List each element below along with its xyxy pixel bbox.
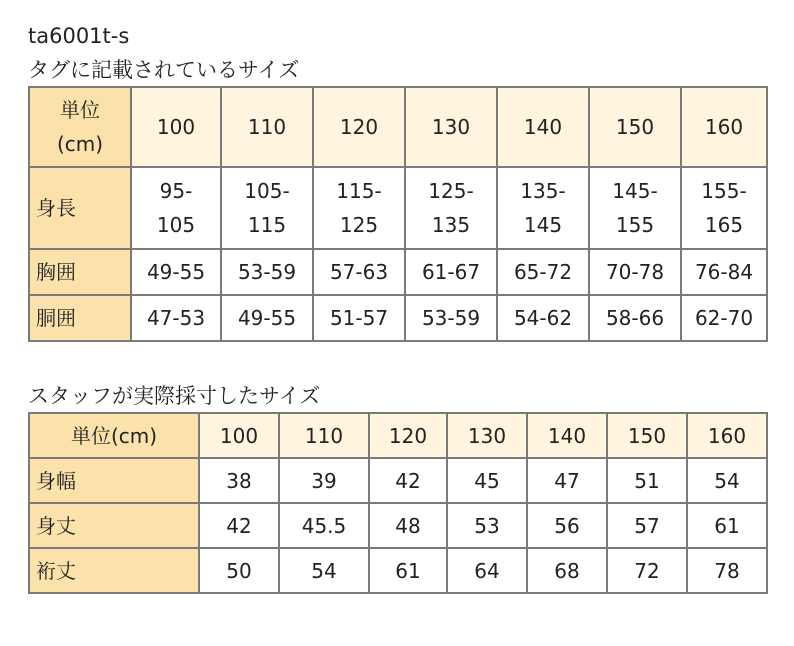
cell-chest-130: 61-67	[405, 249, 497, 295]
cell-body-length-160: 61	[687, 503, 767, 548]
cell-body-width-130: 45	[447, 458, 527, 503]
row-label-waist: 胴囲	[29, 295, 131, 341]
cell-sleeve-length-140: 68	[527, 548, 607, 593]
cell-height-120-max: 125	[339, 213, 379, 237]
cell-height-130-max: 135	[431, 213, 471, 237]
size-header-100: 100	[131, 87, 221, 167]
row-label-sleeve-length: 裄丈	[29, 548, 199, 593]
table-row-height	[29, 167, 767, 249]
staff-size-header-130: 130	[447, 413, 527, 458]
cell-height-120	[313, 167, 405, 249]
cell-height-100	[131, 167, 221, 249]
cell-body-width-140: 47	[527, 458, 607, 503]
size-header-140: 140	[497, 87, 589, 167]
staff-size-header-100: 100	[199, 413, 279, 458]
cell-body-length-120: 48	[369, 503, 447, 548]
size-header-160: 160	[681, 87, 767, 167]
cell-height-150	[589, 167, 681, 249]
cell-height-140	[497, 167, 589, 249]
cell-body-length-110: 45.5	[279, 503, 369, 548]
staff-size-header-160: 160	[687, 413, 767, 458]
staff-size-header-120: 120	[369, 413, 447, 458]
cell-height-160-max: 165	[704, 213, 744, 237]
cell-sleeve-length-120: 61	[369, 548, 447, 593]
cell-height-150-min: 145-	[612, 179, 658, 203]
size-header-120: 120	[313, 87, 405, 167]
row-label-chest: 胸囲	[29, 249, 131, 295]
cell-waist-160: 62-70	[681, 295, 767, 341]
cell-waist-110: 49-55	[221, 295, 313, 341]
cell-height-150-max: 155	[615, 213, 655, 237]
size-header-110: 110	[221, 87, 313, 167]
cell-waist-130: 53-59	[405, 295, 497, 341]
cell-body-width-150: 51	[607, 458, 687, 503]
staff-unit-label-cell: 単位(cm)	[29, 413, 199, 458]
cell-waist-140: 54-62	[497, 295, 589, 341]
staff-size-title: スタッフが実際採寸したサイズ	[28, 384, 321, 408]
unit-label-cell	[29, 87, 131, 167]
cell-sleeve-length-110: 54	[279, 548, 369, 593]
cell-height-130-min: 125-	[428, 179, 474, 203]
cell-sleeve-length-160: 78	[687, 548, 767, 593]
cell-sleeve-length-100: 50	[199, 548, 279, 593]
cell-height-140-min: 135-	[520, 179, 566, 203]
cell-height-140-max: 145	[523, 213, 563, 237]
cell-height-160	[681, 167, 767, 249]
cell-waist-100: 47-53	[131, 295, 221, 341]
cell-sleeve-length-150: 72	[607, 548, 687, 593]
staff-size-header-140: 140	[527, 413, 607, 458]
cell-chest-100: 49-55	[131, 249, 221, 295]
cell-height-100-max: 105	[156, 213, 196, 237]
row-label-height: 身長	[29, 167, 131, 249]
cell-height-130	[405, 167, 497, 249]
cell-body-width-120: 42	[369, 458, 447, 503]
cell-chest-120: 57-63	[313, 249, 405, 295]
table-row-sleeve-length	[29, 548, 767, 593]
table-row-chest	[29, 249, 767, 295]
staff-size-header-150: 150	[607, 413, 687, 458]
unit-label-line1: 単位	[60, 98, 100, 122]
tag-header-row	[29, 87, 767, 167]
unit-label-line2: (cm)	[56, 132, 104, 156]
cell-height-110-max: 115	[247, 213, 287, 237]
cell-sleeve-length-130: 64	[447, 548, 527, 593]
cell-height-120-min: 115-	[336, 179, 382, 203]
cell-waist-120: 51-57	[313, 295, 405, 341]
cell-body-length-140: 56	[527, 503, 607, 548]
table-row-waist	[29, 295, 767, 341]
size-header-130: 130	[405, 87, 497, 167]
cell-chest-140: 65-72	[497, 249, 589, 295]
cell-waist-150: 58-66	[589, 295, 681, 341]
row-label-body-length: 身丈	[29, 503, 199, 548]
staff-size-table	[28, 412, 768, 594]
cell-body-length-150: 57	[607, 503, 687, 548]
product-code: ta6001t-s	[28, 24, 130, 48]
cell-chest-110: 53-59	[221, 249, 313, 295]
tag-size-title: タグに記載されているサイズ	[28, 58, 300, 82]
table-row-body-width	[29, 458, 767, 503]
cell-height-110-min: 105-	[244, 179, 290, 203]
cell-body-width-110: 39	[279, 458, 369, 503]
row-label-body-width: 身幅	[29, 458, 199, 503]
cell-height-100-min: 95-	[159, 179, 193, 203]
table-row-body-length	[29, 503, 767, 548]
cell-chest-160: 76-84	[681, 249, 767, 295]
cell-body-width-100: 38	[199, 458, 279, 503]
size-header-150: 150	[589, 87, 681, 167]
staff-header-row	[29, 413, 767, 458]
staff-size-header-110: 110	[279, 413, 369, 458]
tag-size-table	[28, 86, 768, 342]
cell-chest-150: 70-78	[589, 249, 681, 295]
cell-height-110	[221, 167, 313, 249]
cell-height-160-min: 155-	[701, 179, 747, 203]
cell-body-width-160: 54	[687, 458, 767, 503]
cell-body-length-130: 53	[447, 503, 527, 548]
cell-body-length-100: 42	[199, 503, 279, 548]
